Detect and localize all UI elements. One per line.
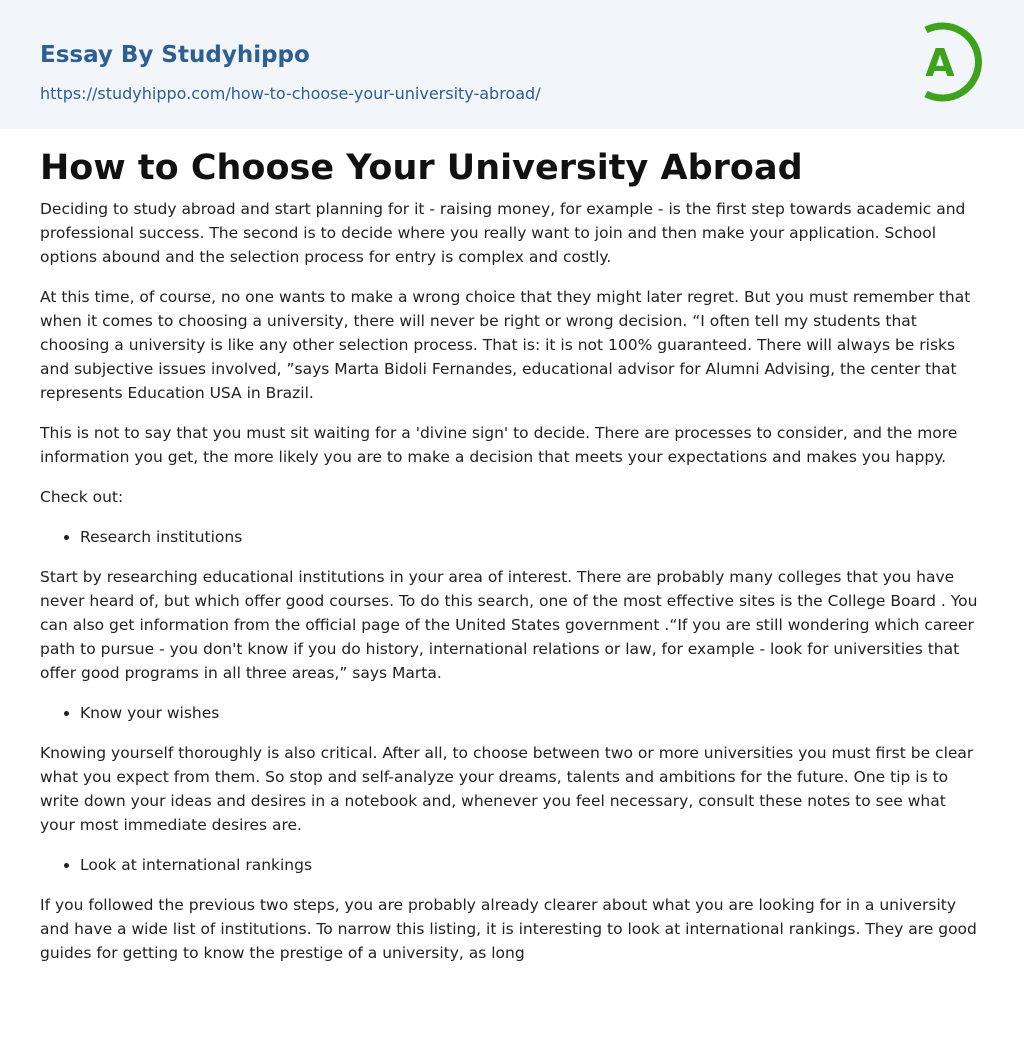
paragraph-2: At this time, of course, no one wants to make a wrong choice that they might later regret. But you must remember that when it comes to choosing a university, there will never be right or wrong decision. “I often tell my students that choosing a university is like any other selection process. That is: it is not 100% guaranteed. There will always be risks and subjective issues involved, ”says Marta Bidoli Fernandes, educational advisor for Alumni Advising, the center that represents Education USA in Brazil.	[40, 288, 971, 402]
paragraph-3: This is not to say that you must sit waiting for a 'divine sign' to decide. There are processes to consider, and the more information you get, the more likely you are to make a decision that meets your expectations and makes you happy.	[40, 424, 958, 466]
site-brand[interactable]: Essay By Studyhippo	[40, 42, 310, 68]
bullet-list-3	[40, 853, 984, 877]
article-title: How to Choose Your University Abroad	[40, 148, 803, 188]
paragraph-7: If you followed the previous two steps, you are probably already clearer about what you are looking for in a university and have a wide list of institutions. To narrow this listing, it is interesting to look at international rankings. They are good guides for getting to know the prestige of a university, as long	[40, 896, 977, 962]
bullet-list-2	[40, 701, 984, 725]
logo-letter: A	[925, 41, 955, 85]
site-header	[0, 0, 1024, 129]
paragraph-4: Check out:	[40, 488, 124, 506]
paragraph-6: Knowing yourself thoroughly is also critical. After all, to choose between two or more universities you must first be clear what you expect from them. So stop and self-analyze your dreams, talents and ambitions for the future. One tip is to write down your ideas and desires in a notebook and, whenever you feel necessary, consult these notes to see what your most immediate desires are.	[40, 744, 974, 834]
essay-url-link[interactable]: https://studyhippo.com/how-to-choose-your-university-abroad/	[40, 84, 541, 103]
list-item-research-institutions: • Research institutions	[80, 525, 984, 549]
studyhippo-logo-icon[interactable]	[904, 16, 988, 108]
list-item-know-your-wishes: • Know your wishes	[80, 701, 984, 725]
bullet-list-1	[40, 525, 984, 549]
list-item-international-rankings: • Look at international rankings	[80, 853, 984, 877]
paragraph-5: Start by researching educational institutions in your area of interest. There are probably many colleges that you have never heard of, but which offer good courses. To do this search, one of the most effective sites is the College Board . You can also get information from the official page of the United States government .“If you are still wondering which career path to pursue - you don't know if you do history, international relations or law, for example - look for universities that offer good programs in all three areas,” says Marta.	[40, 568, 978, 682]
paragraph-1: Deciding to study abroad and start planning for it - raising money, for example - is the first step towards academic and professional success. The second is to decide where you really want to join and then make your application. School options abound and the selection process for entry is complex and costly.	[40, 200, 966, 266]
article-body	[0, 147, 1024, 965]
